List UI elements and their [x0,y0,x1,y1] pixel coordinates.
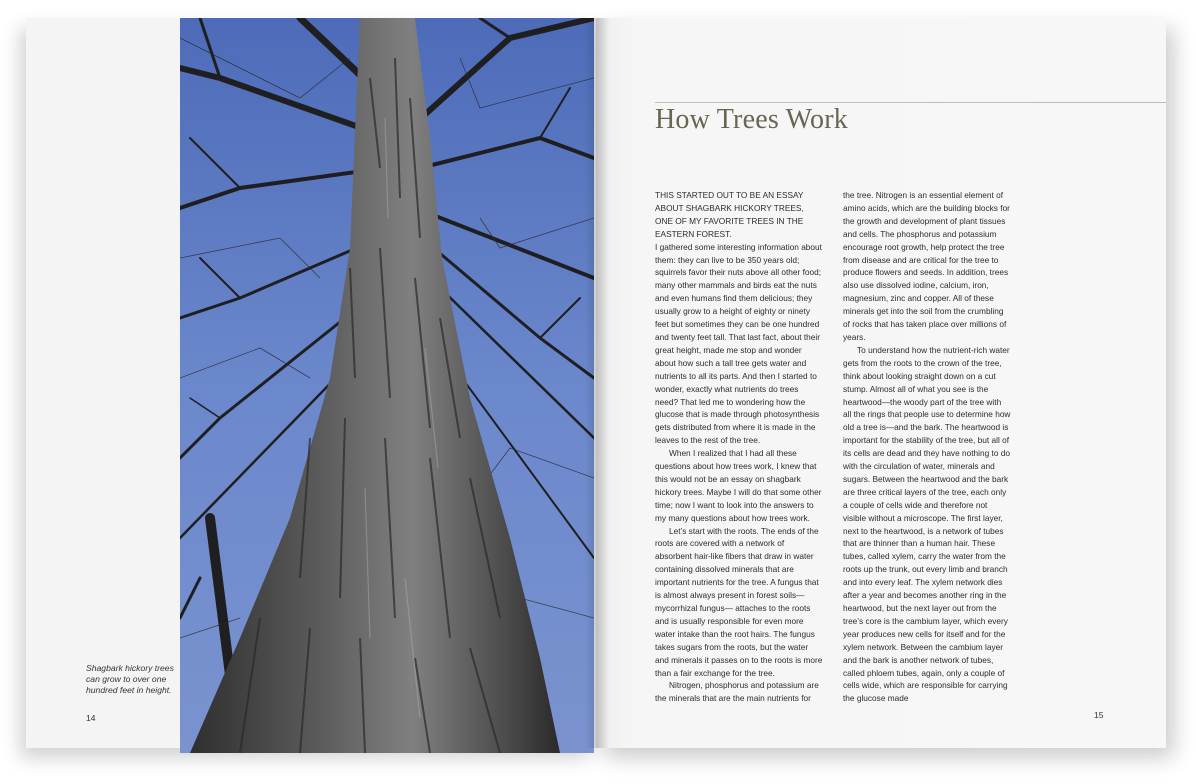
page-number-left: 14 [86,713,96,723]
tree-photo [180,18,594,753]
paragraph: THIS STARTED OUT TO BE AN ESSAY ABOUT SHAGBARK HICKORY TREES, ONE OF MY FAVORITE TREES IN THE EASTERN FOREST. [655,190,804,239]
paragraph: the tree. Nitrogen is an essential element of amino acids, which are the building blocks for the growth and development of plant tissues and cells. The phosphorus and potassium encourage root growth, help protect the tree from disease and are critical for the tree to produce flowers and seeds. In addition, trees also use dissolved iodine, calcium, iron, magnesium, zinc and copper. All of these minerals get into the soil from the crumbling of rocks that has taken place over millions of years. [843,190,1010,342]
title-rule [655,102,1166,103]
chapter-title: How Trees Work [655,104,848,135]
text-column-2 [843,189,1011,705]
paragraph: When I realized that I had all these questions about how trees work, I knew that this would not be an essay on shagbark hickory trees. Maybe I will do that some other time; now I want to look into the answers to my many questions about how trees work. [655,448,822,523]
page-number-right: 15 [1094,710,1104,720]
photo-caption: Shagbark hickory trees can grow to over one hundred feet in height. [86,663,174,695]
paragraph: Nitrogen, phosphorus and potassium are the minerals that are the main nutrients for [655,680,819,704]
paragraph: Let’s start with the roots. The ends of the roots are covered with a network of absorbent hair-like fibers that draw in water containing dissolved minerals that are important nutrients for the tree. A fungus that is almost always present in forest soils—mycorrhizal fungus— attaches to the roots and is usually responsible for even more water intake than the root hairs. The fungus takes sugars from the roots, but the water and minerals it passes on to the roots is more than a fair exchange for the tree. [655,525,823,678]
paragraph: To understand how the nutrient-rich water gets from the roots to the crown of the tree, think about looking straight down on a cut stump. Almost all of what you see is the heartwood—the woody part of the tree with all the rings that people use to determine how old a tree is—and the bark. The heartwood is important for the stability of the tree, but all of its cells are dead and they have nothing to do with the circulation of water, minerals and sugars. Between the heartwood and the bark are three critical layers of the tree, each only a couple of cells wide and therefore not visible without a microscope. The first layer, next to the heartwood, is a network of tubes that are thinner than a human hair. These tubes, called xylem, carry the water from the roots up the trunk, out every limb and branch and into every leaf. The xylem network dies after a year and becomes another ring in the heartwood, but the next layer out from the tree’s core is the cambium layer, which every year produces new cells for itself and for the xylem network. Between the cambium layer and the bark is another network of tubes, called phloem tubes, again, only a couple of cells wide, which are responsible for carrying the glucose made [843,344,1011,704]
paragraph: I gathered some interesting information about them: they can live to be 350 years old; squirrels favor their nuts above all other food; many other mammals and birds eat the nuts and even humans find them delicious; they usually grow to a height of eighty or ninety feet but sometimes they can be one hundred and twenty feet tall. That last fact, about their great height, made me stop and wonder about how such a tall tree gets water and nutrients to all its parts. And then I started to wonder, exactly what nutrients do trees need? That led me to wondering how the glucose that is made through photosynthesis gets distributed from where it is made in the leaves to the rest of the tree. [655,241,822,446]
text-column-1 [655,189,823,705]
